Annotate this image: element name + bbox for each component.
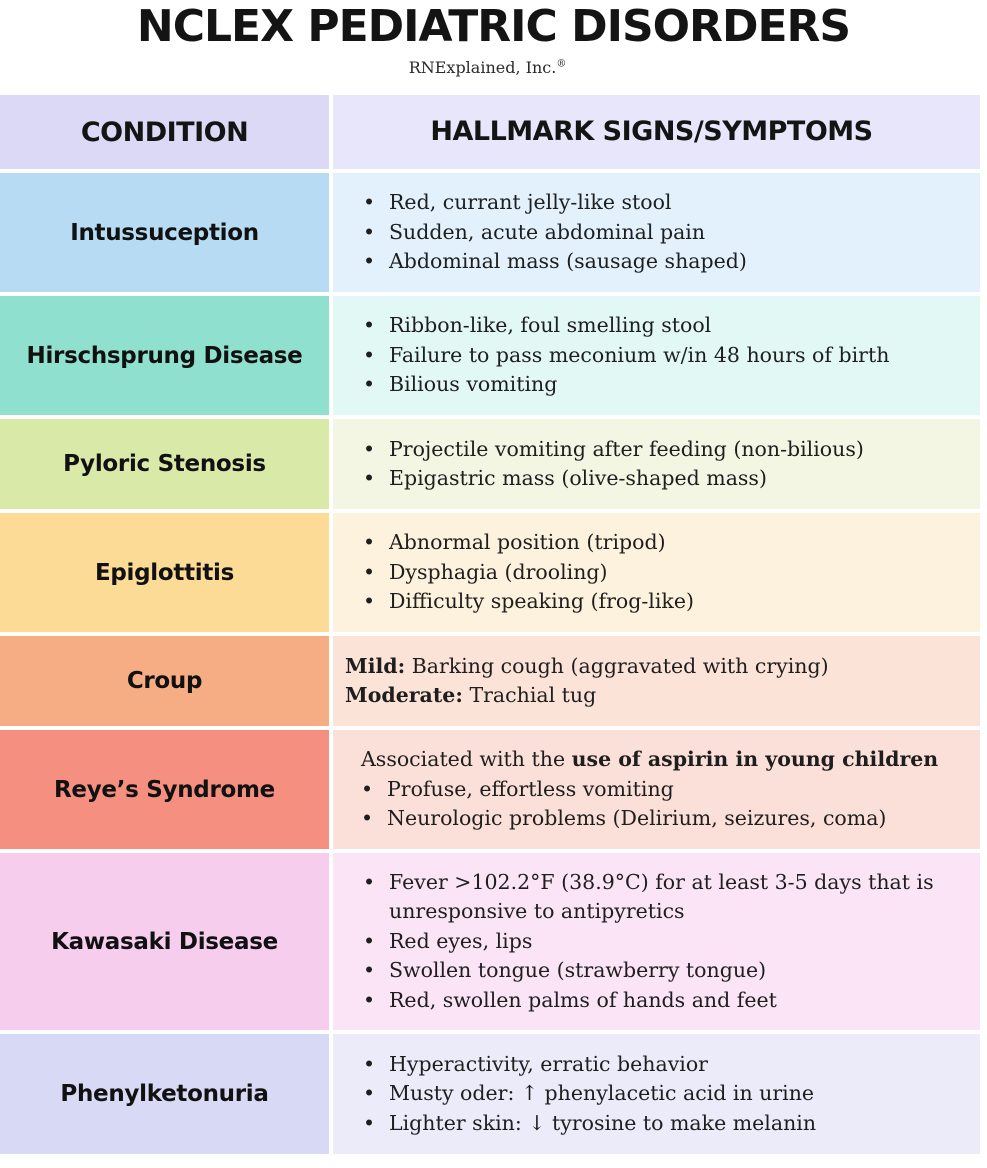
list-item: • Abnormal position (tripod)	[363, 530, 666, 555]
severity-label: Moderate:	[345, 683, 463, 707]
list-item: • Red, currant jelly-like stool	[363, 190, 672, 215]
column-header-condition: CONDITION	[0, 95, 329, 169]
list-item: • Dysphagia (drooling)	[363, 559, 608, 584]
symptom-list	[333, 853, 980, 1030]
list-item: • Red, swollen palms of hands and feet	[363, 987, 777, 1012]
list-item: • Swollen tongue (strawberry tongue)	[363, 958, 767, 983]
publisher-credit	[0, 58, 975, 77]
table-row	[0, 1034, 980, 1154]
table-row	[0, 853, 980, 1030]
list-item: • Hyperactivity, erratic behavior	[363, 1051, 708, 1076]
list-item: • Ribbon-like, foul smelling stool	[363, 313, 712, 338]
registered-mark: ®	[556, 58, 567, 70]
table-row	[0, 730, 980, 849]
symptom-list	[333, 1034, 980, 1154]
symptom-list	[333, 730, 980, 849]
symptom-list	[333, 419, 980, 509]
list-item: Moderate: Trachial tug	[345, 683, 597, 707]
condition-name: Epiglottitis	[0, 513, 329, 632]
list-item: • Neurologic problems (Delirium, seizures, coma)	[361, 806, 887, 831]
list-item: • Sudden, acute abdominal pain	[363, 219, 706, 244]
list-item: • Musty oder: ↑ phenylacetic acid in urine	[363, 1081, 815, 1106]
column-header-signs: HALLMARK SIGNS/SYMPTOMS	[333, 95, 980, 169]
table-row	[0, 419, 980, 509]
list-item: • Bilious vomiting	[363, 372, 558, 397]
condition-name: Croup	[0, 636, 329, 726]
symptom-list	[333, 173, 980, 292]
condition-name: Intussuception	[0, 173, 329, 292]
table-row	[0, 296, 980, 415]
list-item: • Fever >102.2°F (38.9°C) for at least 3-5 days that is unresponsive to antipyretics	[363, 869, 934, 924]
table-header-row	[0, 95, 980, 169]
list-item: Mild: Barking cough (aggravated with crying)	[345, 653, 829, 678]
severity-label: Mild:	[345, 653, 406, 678]
condition-name: Reye’s Syndrome	[0, 730, 329, 849]
list-item: • Failure to pass meconium w/in 48 hours of birth	[363, 342, 890, 367]
condition-name: Kawasaki Disease	[0, 853, 329, 1030]
list-item: • Projectile vomiting after feeding (non-bilious)	[363, 436, 864, 461]
condition-name: Hirschsprung Disease	[0, 296, 329, 415]
list-item: • Epigastric mass (olive-shaped mass)	[363, 466, 767, 490]
table-row	[0, 173, 980, 292]
symptom-list	[333, 296, 980, 415]
symptom-list	[333, 636, 980, 726]
list-item: • Profuse, effortless vomiting	[361, 776, 674, 801]
table-row	[0, 513, 980, 632]
list-item: • Red eyes, lips	[363, 928, 533, 953]
page-title: NCLEX PEDIATRIC DISORDERS	[136, 1, 851, 52]
publisher-name: RNExplained, Inc.	[408, 58, 557, 77]
list-item: • Lighter skin: ↓ tyrosine to make melanin	[363, 1110, 817, 1135]
symptom-list	[333, 513, 980, 632]
intro-line: Associated with the use of aspirin in young children	[361, 747, 939, 772]
table-row	[0, 636, 980, 726]
list-item: • Difficulty speaking (frog-like)	[363, 589, 694, 614]
condition-name: Pyloric Stenosis	[0, 419, 329, 509]
condition-name: Phenylketonuria	[0, 1034, 329, 1154]
list-item: • Abdominal mass (sausage shaped)	[363, 249, 747, 274]
